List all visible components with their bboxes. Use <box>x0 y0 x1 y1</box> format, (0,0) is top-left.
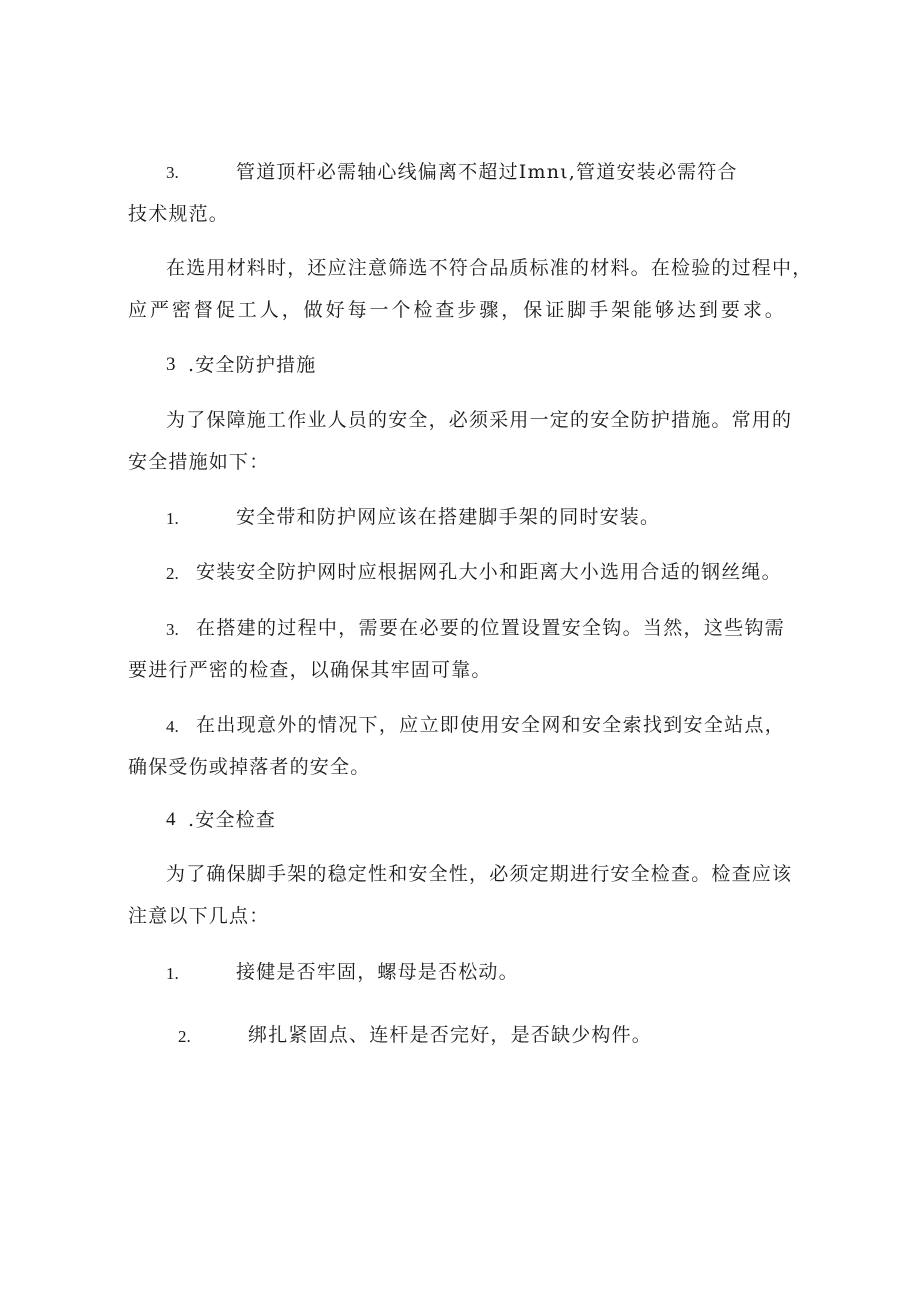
paragraph-line: 管道顶杆必需轴心线偏离不超过Imnι,管道安装必需符合 <box>236 161 738 183</box>
list-item-text: 在搭建的过程中，需要在必要的位置设置安全钩。当然，这些钩需 <box>196 617 785 639</box>
list-number: 2. <box>166 564 179 583</box>
list-number: 1. <box>166 964 179 983</box>
paragraph-line: 技术规范。 <box>128 203 230 225</box>
paragraph-line: 确保受伤或掉落者的安全。 <box>128 756 371 778</box>
list-number: 3. <box>166 620 179 639</box>
list-item-text: 绑扎紧固点、连杆是否完好，是否缺少构件。 <box>248 1024 653 1046</box>
list-item-text: 接健是否牢固，螺母是否松动。 <box>236 961 519 983</box>
paragraph-line: 安全措施如下： <box>128 451 270 473</box>
list-number: 4. <box>166 717 179 736</box>
section-number: 3 <box>166 354 176 375</box>
list-number: 1. <box>166 509 179 528</box>
paragraph-line: 要进行严密的检查，以确保其牢固可靠。 <box>128 659 492 681</box>
section-heading: .安全检查 <box>188 809 277 831</box>
paragraph-line: 在选用材料时，还应注意筛选不符合品质标准的材料。在检验的过程中， <box>166 257 813 279</box>
list-item-text: 在出现意外的情况下，应立即使用安全网和安全索找到安全站点， <box>196 714 785 736</box>
section-number: 4 <box>166 809 176 830</box>
list-number: 3. <box>166 163 179 182</box>
paragraph-line: 为了确保脚手架的稳定性和安全性，必须定期进行安全检查。检查应该 <box>166 863 793 885</box>
paragraph-line: 为了保障施工作业人员的安全，必须采用一定的安全防护措施。常用的 <box>166 409 793 431</box>
paragraph-line: 应严密督促工人，做好每一个检查步骤，保证脚手架能够达到要求。 <box>128 299 785 321</box>
list-item-text: 安装安全防护网时应根据网孔大小和距离大小选用合适的钢丝绳。 <box>196 561 782 583</box>
section-heading: .安全防护措施 <box>188 354 317 376</box>
list-item-text: 安全带和防护网应该在搭建脚手架的同时安装。 <box>236 506 661 528</box>
paragraph-line: 注意以下几点： <box>128 905 270 927</box>
list-number: 2. <box>178 1027 191 1046</box>
